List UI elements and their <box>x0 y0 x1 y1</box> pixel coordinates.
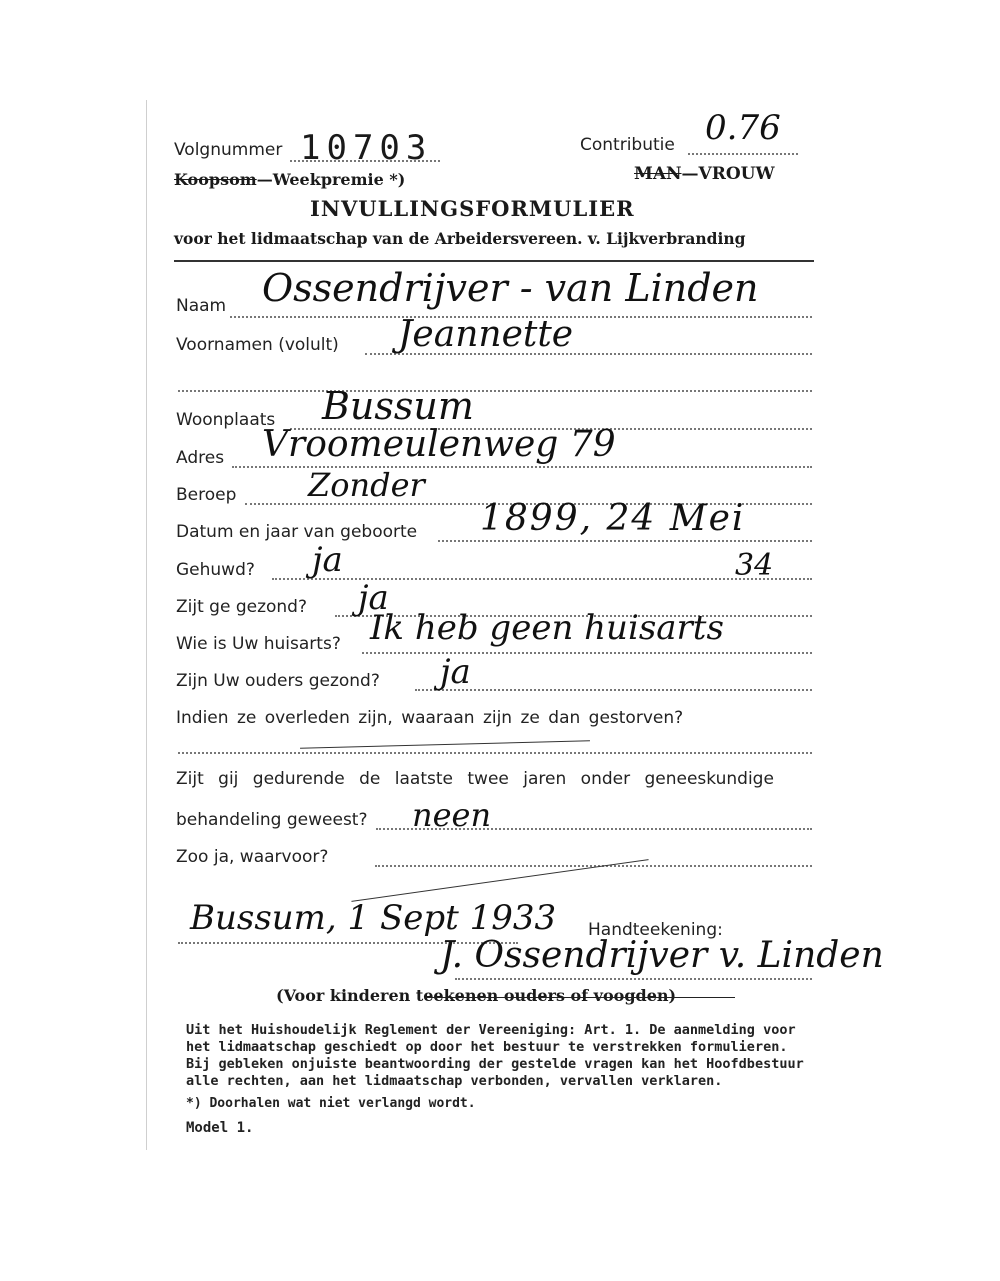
contributie-value: 0.76 <box>705 108 781 148</box>
gender-line <box>634 164 775 184</box>
footer-line-4: alle rechten, aan het lidmaatschap verbonden, vervallen verklaren. <box>186 1073 723 1089</box>
gezond-value: ja <box>358 578 389 618</box>
gehuwd-label: Gehuwd? <box>176 560 255 580</box>
beroep-label: Beroep <box>176 485 237 505</box>
geboorte-value: 1899, 24 Mei <box>480 498 746 539</box>
scan-edge <box>146 100 147 1150</box>
behandeling-line1: Zijt gij gedurende de laatste twee jaren onder geneeskundige <box>176 769 774 789</box>
zooja-label: Zoo ja, waarvoor? <box>176 847 329 867</box>
header-rule <box>174 260 814 262</box>
weekpremie-option: —Weekpremie *) <box>256 170 406 189</box>
ouders-label: Zijn Uw ouders gezond? <box>176 671 380 691</box>
koopsom-option: Koopsom <box>174 170 257 189</box>
geboorte-dotline <box>438 540 812 542</box>
form-subtitle: voor het lidmaatschap van de Arbeidersvereen. v. Lijkverbranding <box>174 229 746 248</box>
voor-kinderen-note: (Voor kinderen teekenen ouders of voogden) <box>276 986 677 1005</box>
contributie-dotline <box>688 153 798 155</box>
huisarts-dotline <box>362 652 812 654</box>
place-date-value: Bussum, 1 Sept 1933 <box>190 898 557 938</box>
gehuwd-dotline <box>272 578 812 580</box>
woonplaats-value: Bussum <box>322 384 474 428</box>
form-title: INVULLINGSFORMULIER <box>310 196 635 221</box>
overleden-pen-stroke <box>300 740 590 749</box>
volgnummer-value: 10703 <box>300 128 433 168</box>
adres-label: Adres <box>176 448 225 468</box>
beroep-value: Zonder <box>308 466 425 504</box>
gehuwd-value: ja <box>312 540 343 580</box>
overleden-label: Indien ze overleden zijn, waaraan zijn ze dan gestorven? <box>176 708 684 728</box>
behandeling-value: neen <box>412 796 492 834</box>
vrouw-option: —VROUW <box>681 164 775 184</box>
ouders-value: ja <box>440 652 471 692</box>
signature-value: J. Ossendrijver v. Linden <box>440 935 884 976</box>
voor-kinderen-strike <box>425 997 735 998</box>
overleden-dotline <box>178 752 812 754</box>
footer-line-1: Uit het Huishoudelijk Reglement der Vereeniging: Art. 1. De aanmelding voor <box>186 1022 796 1038</box>
footer-note: *) Doorhalen wat niet verlangd wordt. <box>186 1096 476 1111</box>
voornamen-value: Jeannette <box>398 314 574 355</box>
gehuwd-note: 34 <box>735 548 774 583</box>
blank-dotline-1 <box>178 390 812 392</box>
ouders-dotline <box>415 689 812 691</box>
footer-line-3: Bij gebleken onjuiste beantwoording der gestelde vragen kan het Hoofdbestuur <box>186 1056 804 1072</box>
model-label: Model 1. <box>186 1120 254 1136</box>
naam-value: Ossendrijver - van Linden <box>262 266 759 310</box>
contributie-label: Contributie <box>580 135 675 155</box>
gezond-label: Zijt ge gezond? <box>176 597 307 617</box>
adres-value: Vroomeulenweg 79 <box>262 424 616 465</box>
geboorte-label: Datum en jaar van geboorte <box>176 522 418 542</box>
signature-dotline <box>455 978 812 980</box>
woonplaats-label: Woonplaats <box>176 410 276 430</box>
footer-line-2: het lidmaatschap geschiedt op door het bestuur te verstrekken formulieren. <box>186 1039 788 1055</box>
naam-label: Naam <box>176 296 227 316</box>
koopsom-weekpremie-line <box>174 170 405 189</box>
voornamen-label: Voornamen (volult) <box>176 335 339 355</box>
huisarts-value: Ik heb geen huisarts <box>370 608 724 648</box>
huisarts-label: Wie is Uw huisarts? <box>176 634 341 654</box>
man-option: MAN <box>634 164 682 184</box>
volgnummer-label: Volgnummer <box>174 140 283 160</box>
handteekening-label: Handteekening: <box>588 920 723 940</box>
behandeling-label: behandeling geweest? <box>176 810 368 830</box>
